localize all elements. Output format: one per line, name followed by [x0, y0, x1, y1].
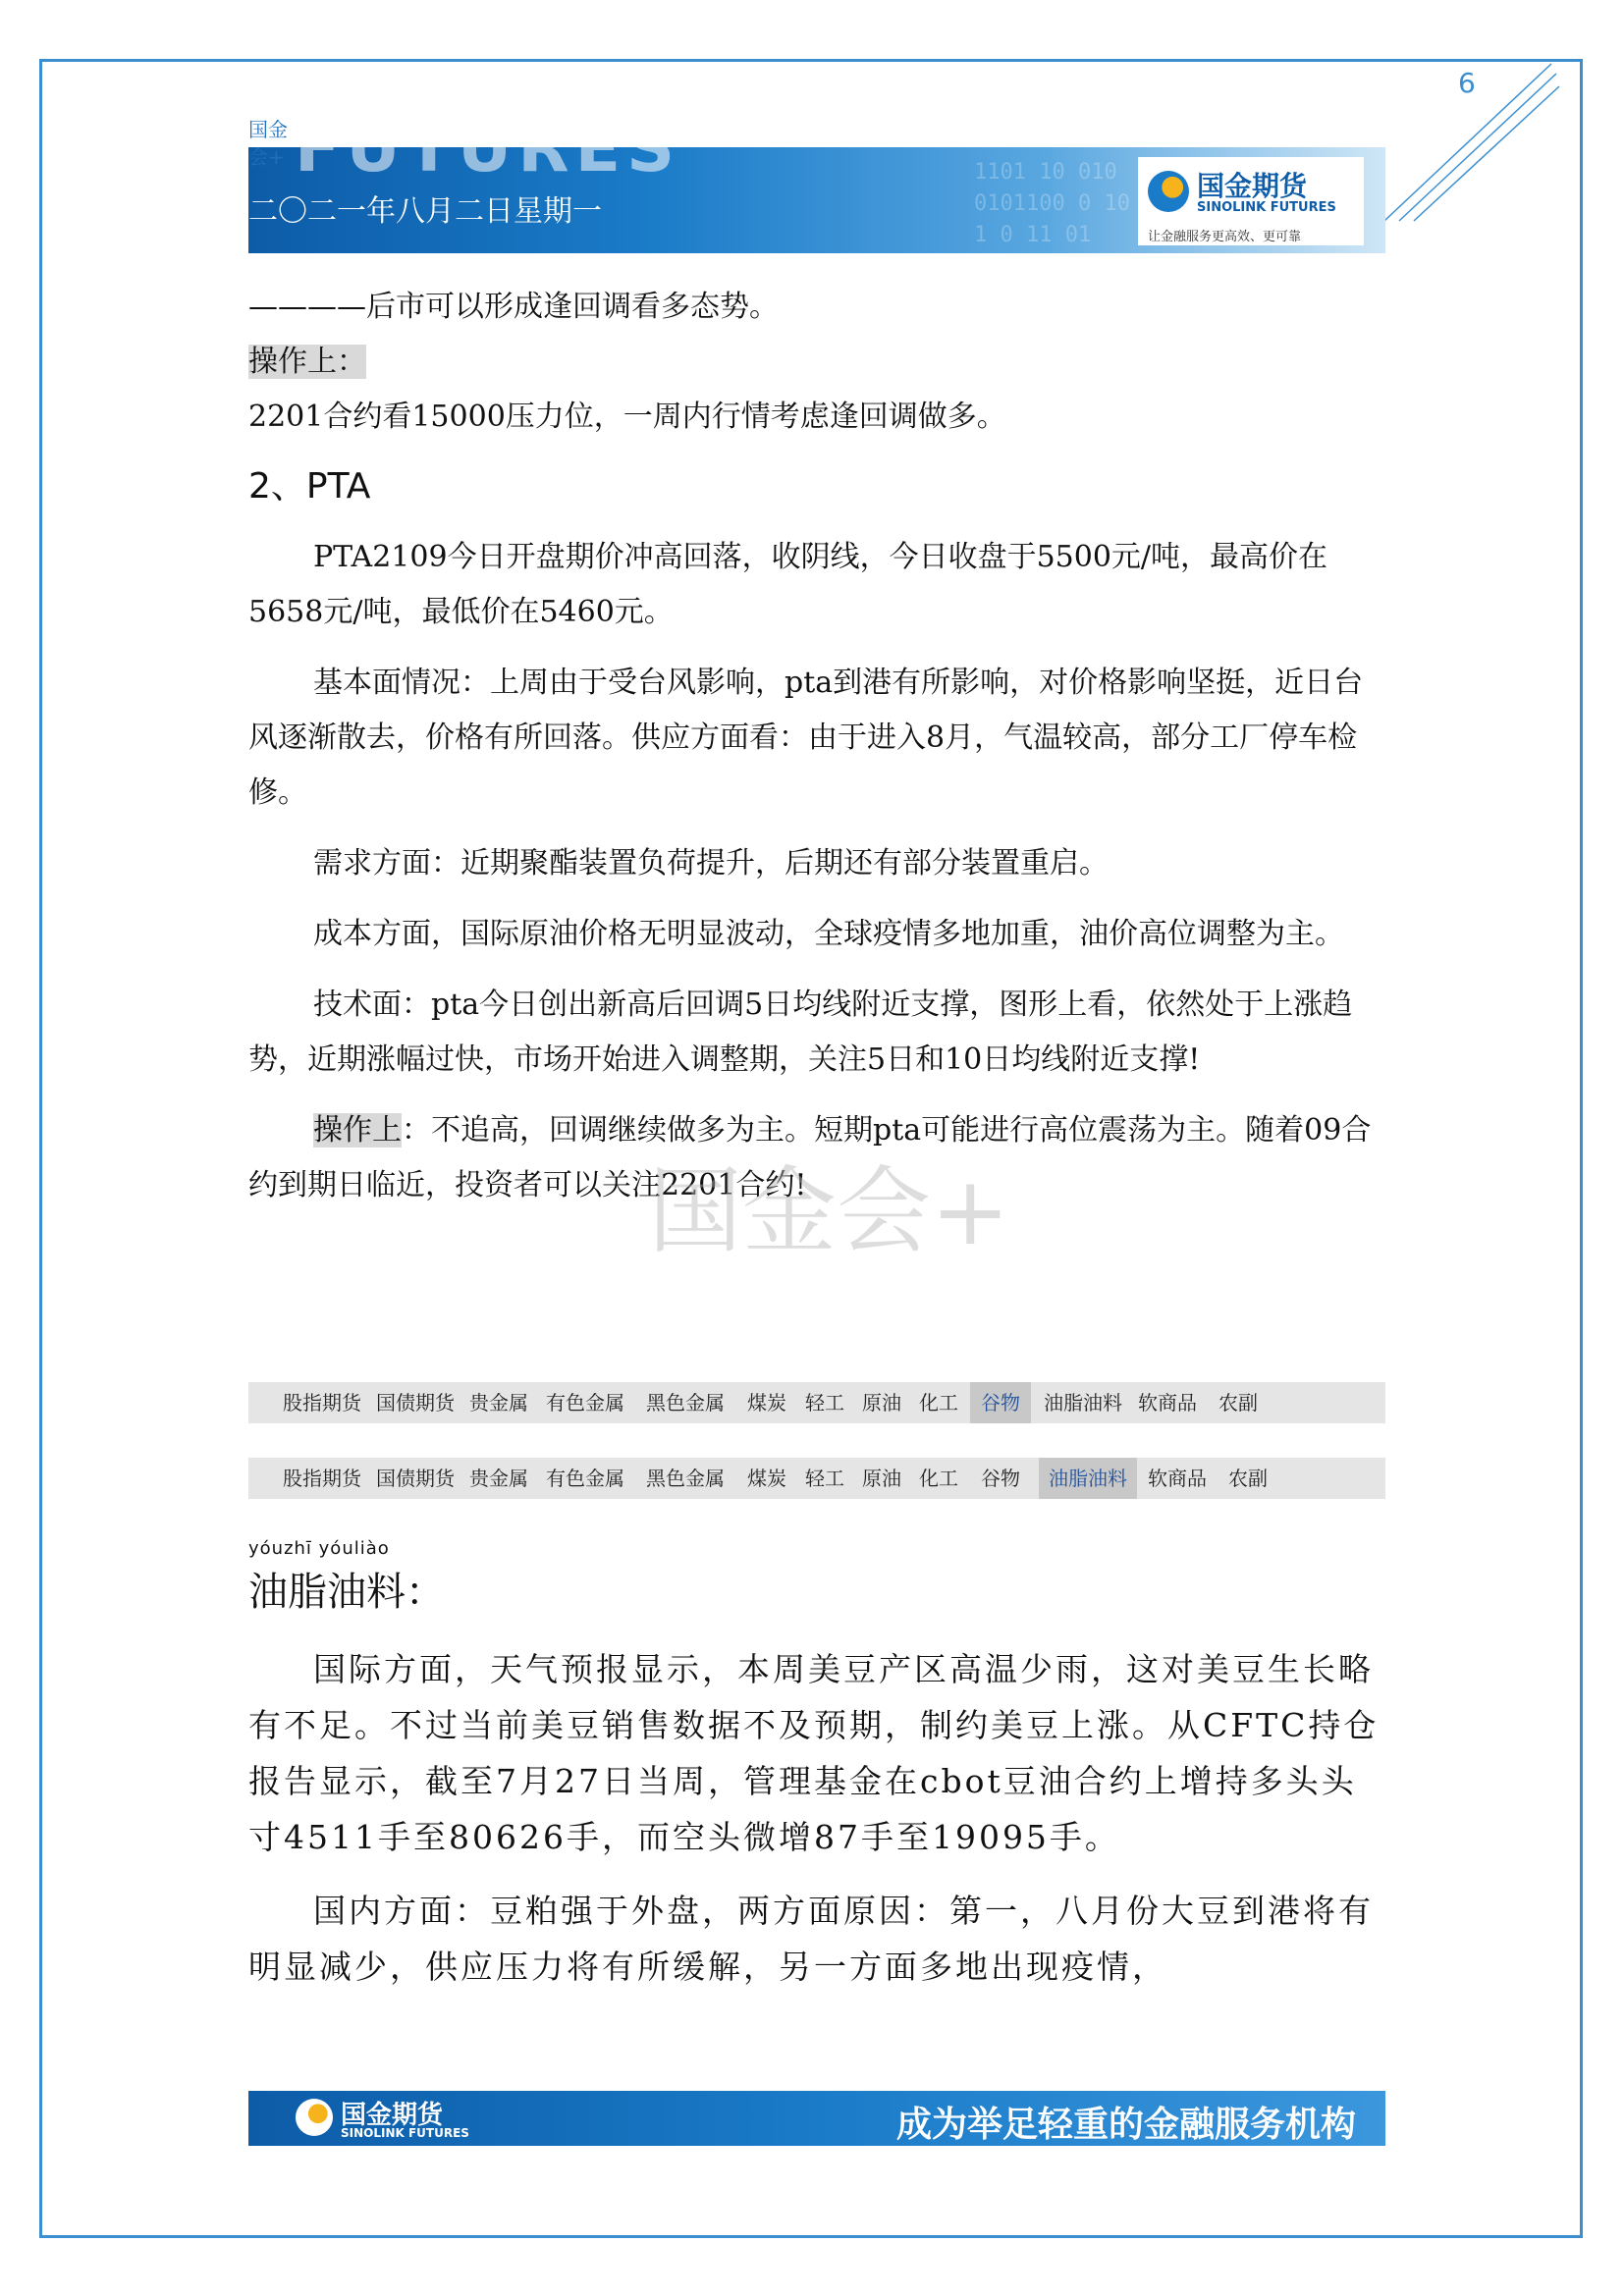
- nav-item-precious-metals[interactable]: 贵金属: [469, 1467, 528, 1490]
- category-nav-2: [248, 1458, 1385, 1499]
- operation-label: 操作上: [313, 1113, 402, 1148]
- nav-item-nonferrous[interactable]: 有色金属: [546, 1391, 624, 1415]
- watermark: 国金会+: [648, 1156, 1010, 1266]
- futures-watermark: FUTURES: [295, 110, 681, 187]
- footer-banner: 国金期货 SINOLINK FUTURES 成为举足轻重的金融服务机构: [248, 2091, 1385, 2146]
- nav-item-precious-metals[interactable]: 贵金属: [469, 1391, 528, 1415]
- nav-item-crude-oil[interactable]: 原油: [862, 1391, 901, 1415]
- sinolink-logo-icon: [1148, 171, 1189, 212]
- header-brand: 国金 会+: [248, 118, 288, 169]
- section-title-oils: 油脂油料：: [248, 1570, 445, 1615]
- nav-item-agri[interactable]: 农副: [1228, 1467, 1268, 1490]
- nav-item-nonferrous[interactable]: 有色金属: [546, 1467, 624, 1490]
- nav-item-grains[interactable]: 谷物: [970, 1382, 1031, 1423]
- nav-item-oils[interactable]: 油脂油料: [1039, 1458, 1137, 1499]
- paragraph: ————后市可以形成逢回调看多态势。: [248, 290, 779, 324]
- paragraph: 基本面情况：上周由于受台风影响，pta到港有所影响，对价格影响坚挺，近日台风逐渐散去，价格有所回落。供应方面看：由于进入8月，气温较高，部分工厂停车检修。: [248, 666, 1364, 810]
- paragraph: 需求方面：近期聚酯装置负荷提升，后期还有部分装置重启。: [313, 846, 1109, 881]
- footer-slogan: 成为举足轻重的金融服务机构: [895, 2105, 1356, 2145]
- nav-item-treasury[interactable]: 国债期货: [376, 1391, 455, 1415]
- header-logo: 国金期货 SINOLINK FUTURES 让金融服务更高效、更可靠: [1138, 157, 1364, 245]
- nav-item-grains[interactable]: 谷物: [981, 1467, 1020, 1490]
- paragraph: 国际方面，天气预报显示，本周美豆产区高温少雨，这对美豆生长略有不足。不过当前美豆销售数据不及预期，制约美豆上涨。从CFTC持仓报告显示，截至7月27日当周，管理基金在cbot豆油合约上增持多头头寸4511手至80626手，而空头微增87手至19095手。: [248, 1650, 1380, 1856]
- main-content: [248, 280, 1387, 1213]
- pinyin-annotation: yóuzhī yóuliào: [248, 1538, 390, 1559]
- page-number: 6: [1458, 67, 1476, 99]
- nav-item-coal[interactable]: 煤炭: [747, 1467, 786, 1490]
- category-nav-1: [248, 1382, 1385, 1423]
- nav-item-stock-index[interactable]: 股指期货: [283, 1467, 361, 1490]
- report-date: 二〇二一年八月二日星期一: [248, 194, 602, 229]
- nav-item-oils[interactable]: 油脂油料: [1044, 1391, 1122, 1415]
- section-title-pta: 2、PTA: [248, 466, 371, 507]
- paragraph: 国内方面：豆粕强于外盘，两方面原因：第一，八月份大豆到港将有明显减少，供应压力将有所缓解，另一方面多地出现疫情，: [248, 1892, 1374, 1986]
- nav-item-light-industry[interactable]: 轻工: [805, 1467, 844, 1490]
- nav-item-ferrous[interactable]: 黑色金属: [646, 1467, 725, 1490]
- banner-binary-decoration: 1101 10 010 0101100 0 10 1 0 11 01: [974, 160, 1130, 247]
- nav-item-softs[interactable]: 软商品: [1138, 1391, 1197, 1415]
- nav-item-light-industry[interactable]: 轻工: [805, 1391, 844, 1415]
- oils-content: [248, 1641, 1387, 1995]
- nav-item-chemicals[interactable]: 化工: [919, 1391, 958, 1415]
- nav-item-stock-index[interactable]: 股指期货: [283, 1391, 361, 1415]
- nav-item-ferrous[interactable]: 黑色金属: [646, 1391, 725, 1415]
- nav-item-crude-oil[interactable]: 原油: [862, 1467, 901, 1490]
- paragraph: 2201合约看15000压力位，一周内行情考虑逢回调做多。: [248, 400, 1006, 434]
- nav-item-softs[interactable]: 软商品: [1148, 1467, 1207, 1490]
- nav-item-agri[interactable]: 农副: [1218, 1391, 1258, 1415]
- operation-label: 操作上：: [248, 345, 366, 379]
- nav-item-chemicals[interactable]: 化工: [919, 1467, 958, 1490]
- sinolink-logo-icon: [296, 2099, 333, 2136]
- paragraph: 技术面：pta今日创出新高后回调5日均线附近支撑，图形上看，依然处于上涨趋势，近期涨幅过快，市场开始进入调整期，关注5日和10日均线附近支撑!: [248, 988, 1353, 1077]
- nav-item-coal[interactable]: 煤炭: [747, 1391, 786, 1415]
- paragraph: 成本方面，国际原油价格无明显波动，全球疫情多地加重，油价高位调整为主。: [313, 917, 1344, 951]
- paragraph: PTA2109今日开盘期价冲高回落，收阴线，今日收盘于5500元/吨，最高价在5658元/吨，最低价在5460元。: [248, 540, 1328, 629]
- nav-item-treasury[interactable]: 国债期货: [376, 1467, 455, 1490]
- paragraph: 操作上：不追高，回调继续做多为主。短期pta可能进行高位震荡为主。随着09合约到期日临近，投资者可以关注2201合约!: [248, 1113, 1372, 1202]
